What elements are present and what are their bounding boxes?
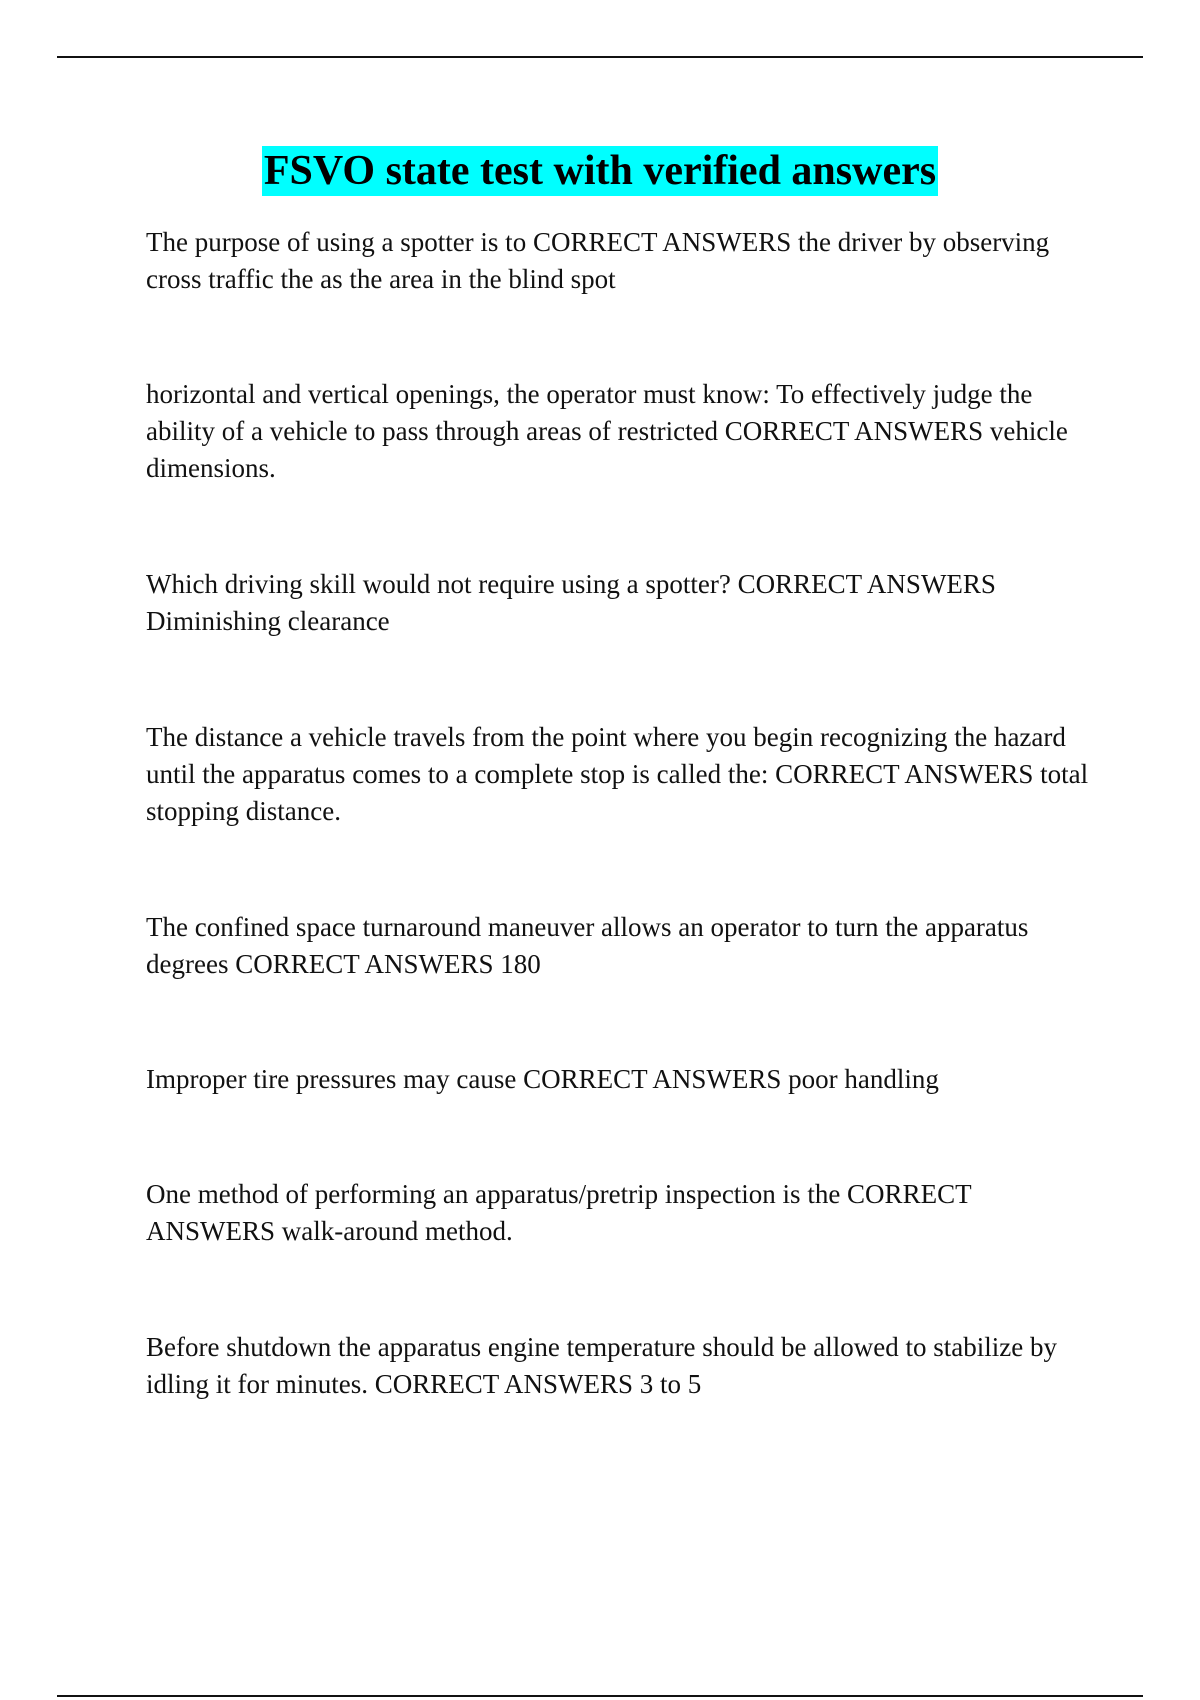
qa-item: Which driving skill would not require using a spotter? CORRECT ANSWERS Diminishing clearance bbox=[146, 569, 996, 636]
header-rule bbox=[57, 56, 1143, 58]
footer-rule bbox=[57, 1695, 1143, 1697]
qa-item: The purpose of using a spotter is to CORRECT ANSWERS the driver by observing cross traffic the as the area in the blind spot bbox=[146, 227, 1050, 294]
qa-item: The confined space turnaround maneuver allows an operator to turn the apparatus degrees CORRECT ANSWERS 180 bbox=[146, 912, 1029, 979]
qa-item: Improper tire pressures may cause CORRECT ANSWERS poor handling bbox=[146, 1064, 939, 1094]
qa-item: One method of performing an apparatus/pretrip inspection is the CORRECT ANSWERS walk-around method. bbox=[146, 1179, 972, 1246]
qa-item: horizontal and vertical openings, the operator must know: To effectively judge the ability of a vehicle to pass through areas of restricted CORRECT ANSWERS vehicle dimensions. bbox=[146, 379, 1068, 483]
title-container bbox=[0, 146, 1200, 196]
qa-item: The distance a vehicle travels from the point where you begin recognizing the hazard until the apparatus comes to a complete stop is called the: CORRECT ANSWERS total stopping distance. bbox=[146, 722, 1089, 826]
qa-item: Before shutdown the apparatus engine temperature should be allowed to stabilize by idling it for minutes. CORRECT ANSWERS 3 to 5 bbox=[146, 1332, 1057, 1399]
document-title: FSVO state test with verified answers bbox=[263, 148, 937, 194]
